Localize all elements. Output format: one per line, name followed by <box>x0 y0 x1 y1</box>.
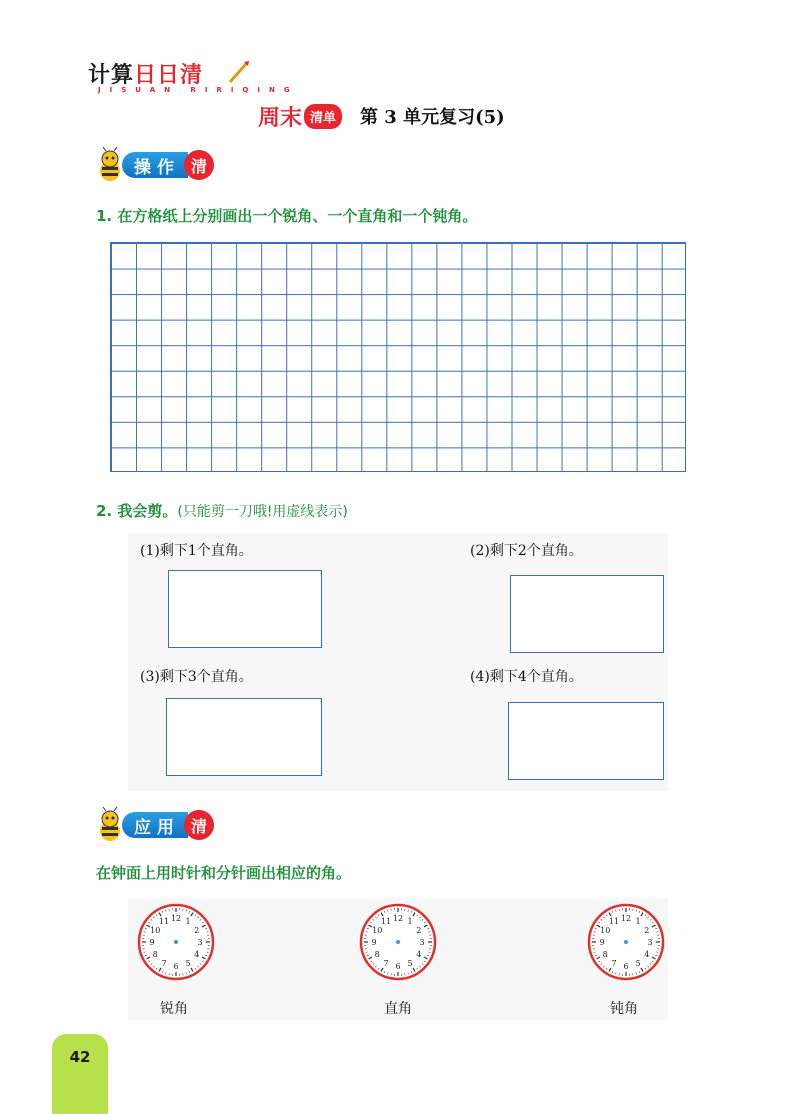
clock-numeral: 9 <box>149 938 155 947</box>
brand-subtitle: JISUAN RIRIQING <box>98 86 299 94</box>
question-2-hint: (只能剪一刀哦!用虚线表示) <box>177 504 348 520</box>
clock-numeral: 1 <box>185 917 191 927</box>
clock-numeral: 8 <box>602 950 608 959</box>
clock-numeral: 1 <box>635 917 641 927</box>
clock-face-icon[interactable] <box>586 902 666 982</box>
clock-numeral: 8 <box>152 950 158 959</box>
brand-logo <box>88 58 203 89</box>
drawing-grid[interactable] <box>110 242 686 472</box>
brand-text-b: 日日清 <box>134 63 204 88</box>
clock-numeral: 10 <box>372 926 383 935</box>
page-title <box>258 103 505 129</box>
cut-rectangle-2[interactable] <box>510 575 664 653</box>
clock-numeral: 12 <box>620 914 632 923</box>
pen-icon <box>228 60 250 84</box>
cut-rectangle-3[interactable] <box>166 698 322 776</box>
clock-label-acute: 锐角 <box>160 1001 188 1017</box>
clock-numeral: 12 <box>392 914 404 923</box>
section-operate-qing: 清 <box>184 150 214 180</box>
cut-rectangle-1[interactable] <box>168 570 322 648</box>
bee-mascot-icon <box>94 807 126 843</box>
clock-numeral: 5 <box>635 958 641 968</box>
clock-numeral: 7 <box>611 958 617 968</box>
section-apply-badge <box>94 810 214 840</box>
clock-face-icon[interactable] <box>136 902 216 982</box>
question-1: 1. 在方格纸上分别画出一个锐角、一个直角和一个钝角。 <box>96 207 478 225</box>
clock-numeral: 4 <box>416 950 422 959</box>
clock-label-obtuse: 钝角 <box>610 1001 638 1017</box>
clock-numeral: 9 <box>599 938 605 947</box>
clock-numeral: 8 <box>374 950 380 959</box>
clock-numeral: 6 <box>623 962 629 971</box>
clock-numeral: 5 <box>185 958 191 968</box>
cut-item-2-label: (2)剩下2个直角。 <box>470 543 583 559</box>
clock-numeral: 5 <box>407 958 413 968</box>
clock-label-right: 直角 <box>384 1001 412 1017</box>
clock-numeral: 2 <box>644 926 650 935</box>
bee-mascot-icon <box>94 147 126 183</box>
clock-numeral: 2 <box>194 926 200 935</box>
clock-numeral: 4 <box>194 950 200 959</box>
clock-numeral: 6 <box>395 962 401 971</box>
section-apply-qing: 清 <box>184 810 214 840</box>
cut-item-4-label: (4)剩下4个直角。 <box>470 669 583 685</box>
section-operate-label: 操作 <box>122 152 188 178</box>
cut-item-3-label: (3)剩下3个直角。 <box>140 669 253 685</box>
clock-numeral: 11 <box>158 917 170 927</box>
clock-numeral: 7 <box>383 958 389 968</box>
section-operate-badge <box>94 150 214 180</box>
clock-numeral: 3 <box>419 938 425 947</box>
clock-numeral: 9 <box>371 938 377 947</box>
section-apply-label: 应用 <box>122 812 188 838</box>
clock-numeral: 1 <box>407 917 413 927</box>
clock-numeral: 4 <box>644 950 650 959</box>
question-2-text: 2. 我会剪。 <box>96 502 178 520</box>
clock-numeral: 7 <box>161 958 167 968</box>
cut-rectangle-4[interactable] <box>508 702 664 780</box>
clock-numeral: 6 <box>173 962 179 971</box>
clock-numeral: 2 <box>416 926 422 935</box>
question-3: 在钟面上用时针和分针画出相应的角。 <box>96 864 352 882</box>
clock-numeral: 10 <box>150 926 161 935</box>
clock-numeral: 3 <box>647 938 653 947</box>
clock-numeral: 10 <box>600 926 611 935</box>
clock-numeral: 11 <box>380 917 392 927</box>
clock-numeral: 11 <box>608 917 620 927</box>
title-badge: 清单 <box>304 104 342 129</box>
page-number-tab <box>52 1034 108 1114</box>
page-number: 42 <box>69 1048 91 1066</box>
brand-text-a: 计算 <box>88 63 135 88</box>
title-main: 第 3 单元复习(5) <box>360 107 505 128</box>
title-red: 周末 <box>258 105 303 131</box>
cut-item-1-label: (1)剩下1个直角。 <box>140 543 253 559</box>
question-2 <box>96 500 348 521</box>
clock-face-icon[interactable] <box>358 902 438 982</box>
clock-numeral: 3 <box>197 938 203 947</box>
clock-numeral: 12 <box>170 914 182 923</box>
